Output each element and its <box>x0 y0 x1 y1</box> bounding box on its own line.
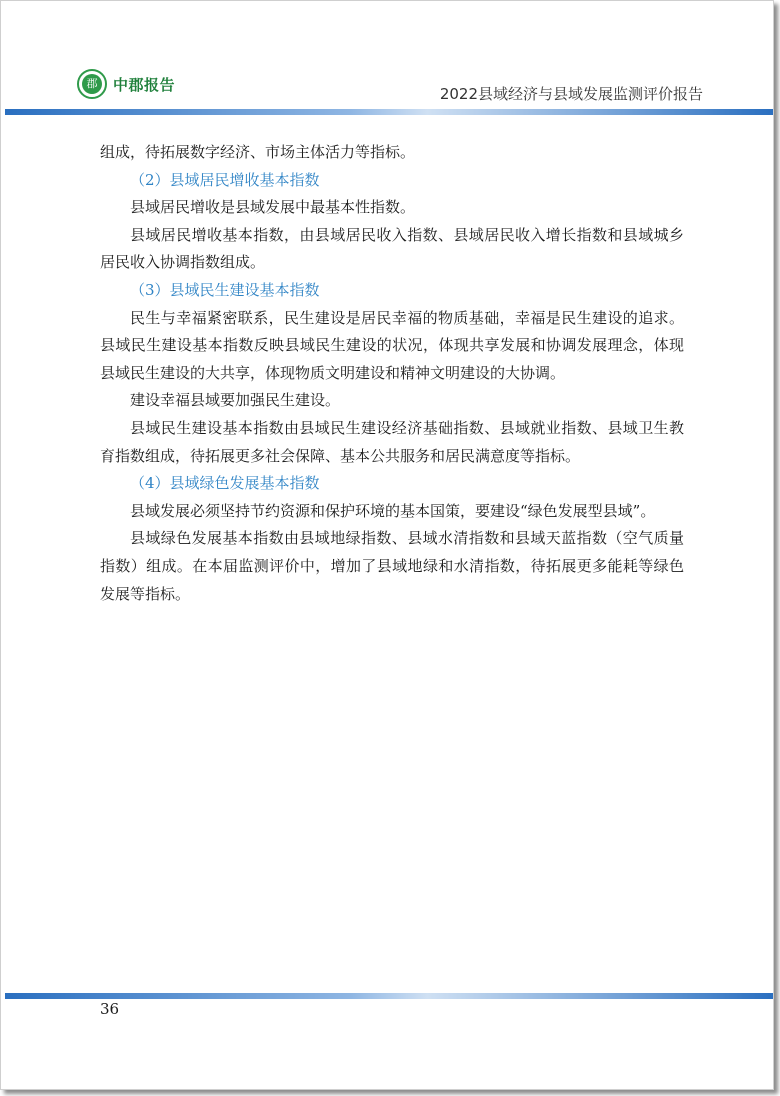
body-content <box>100 139 684 608</box>
report-title: 2022县域经济与县域发展监测评价报告 <box>439 85 703 103</box>
paragraph-continuation: 组成，待拓展数字经济、市场主体活力等指标。 <box>100 143 416 161</box>
section-heading-3: （3）县域民生建设基本指数 <box>130 280 320 299</box>
footer-divider <box>5 993 773 999</box>
paragraph: 县域民生建设基本指数由县域民生建设经济基础指数、县域就业指数、县域卫生教育指数组成，待拓展更多社会保障、基本公共服务和居民满意度等指标。 <box>100 418 684 465</box>
paragraph: 建设幸福县域要加强民生建设。 <box>130 391 341 410</box>
header-divider <box>5 109 773 115</box>
section-heading-4: （4）县域绿色发展基本指数 <box>130 474 320 493</box>
paragraph: 民生与幸福紧密联系，民生建设是居民幸福的物质基础，幸福是民生建设的追求。县域民生建设基本指数反映县域民生建设的状况，体现共享发展和协调发展理念，体现县域民生建设的大共享，体现物质文明建设和精神文明建设的大协调。 <box>100 308 684 382</box>
logo-emblem-icon <box>77 69 107 99</box>
logo-emblem-symbol: 郡 <box>82 74 102 94</box>
paragraph: 县域发展必须坚持节约资源和保护环境的基本国策，要建设“绿色发展型县域”。 <box>130 501 656 520</box>
paragraph: 县域居民增收基本指数，由县域居民收入指数、县域居民收入增长指数和县域城乡居民收入协调指数组成。 <box>100 225 684 272</box>
paragraph: 县域居民增收是县域发展中最基本性指数。 <box>130 198 416 217</box>
publisher-logo <box>77 69 175 99</box>
section-heading-2: （2）县域居民增收基本指数 <box>130 170 320 189</box>
logo-text: 中郡报告 <box>113 75 176 94</box>
paragraph: 县域绿色发展基本指数由县域地绿指数、县域水清指数和县域天蓝指数（空气质量指数）组成。在本届监测评价中，增加了县域地绿和水清指数，待拓展更多能耗等绿色发展等指标。 <box>100 529 684 603</box>
page-number: 36 <box>100 1000 120 1018</box>
